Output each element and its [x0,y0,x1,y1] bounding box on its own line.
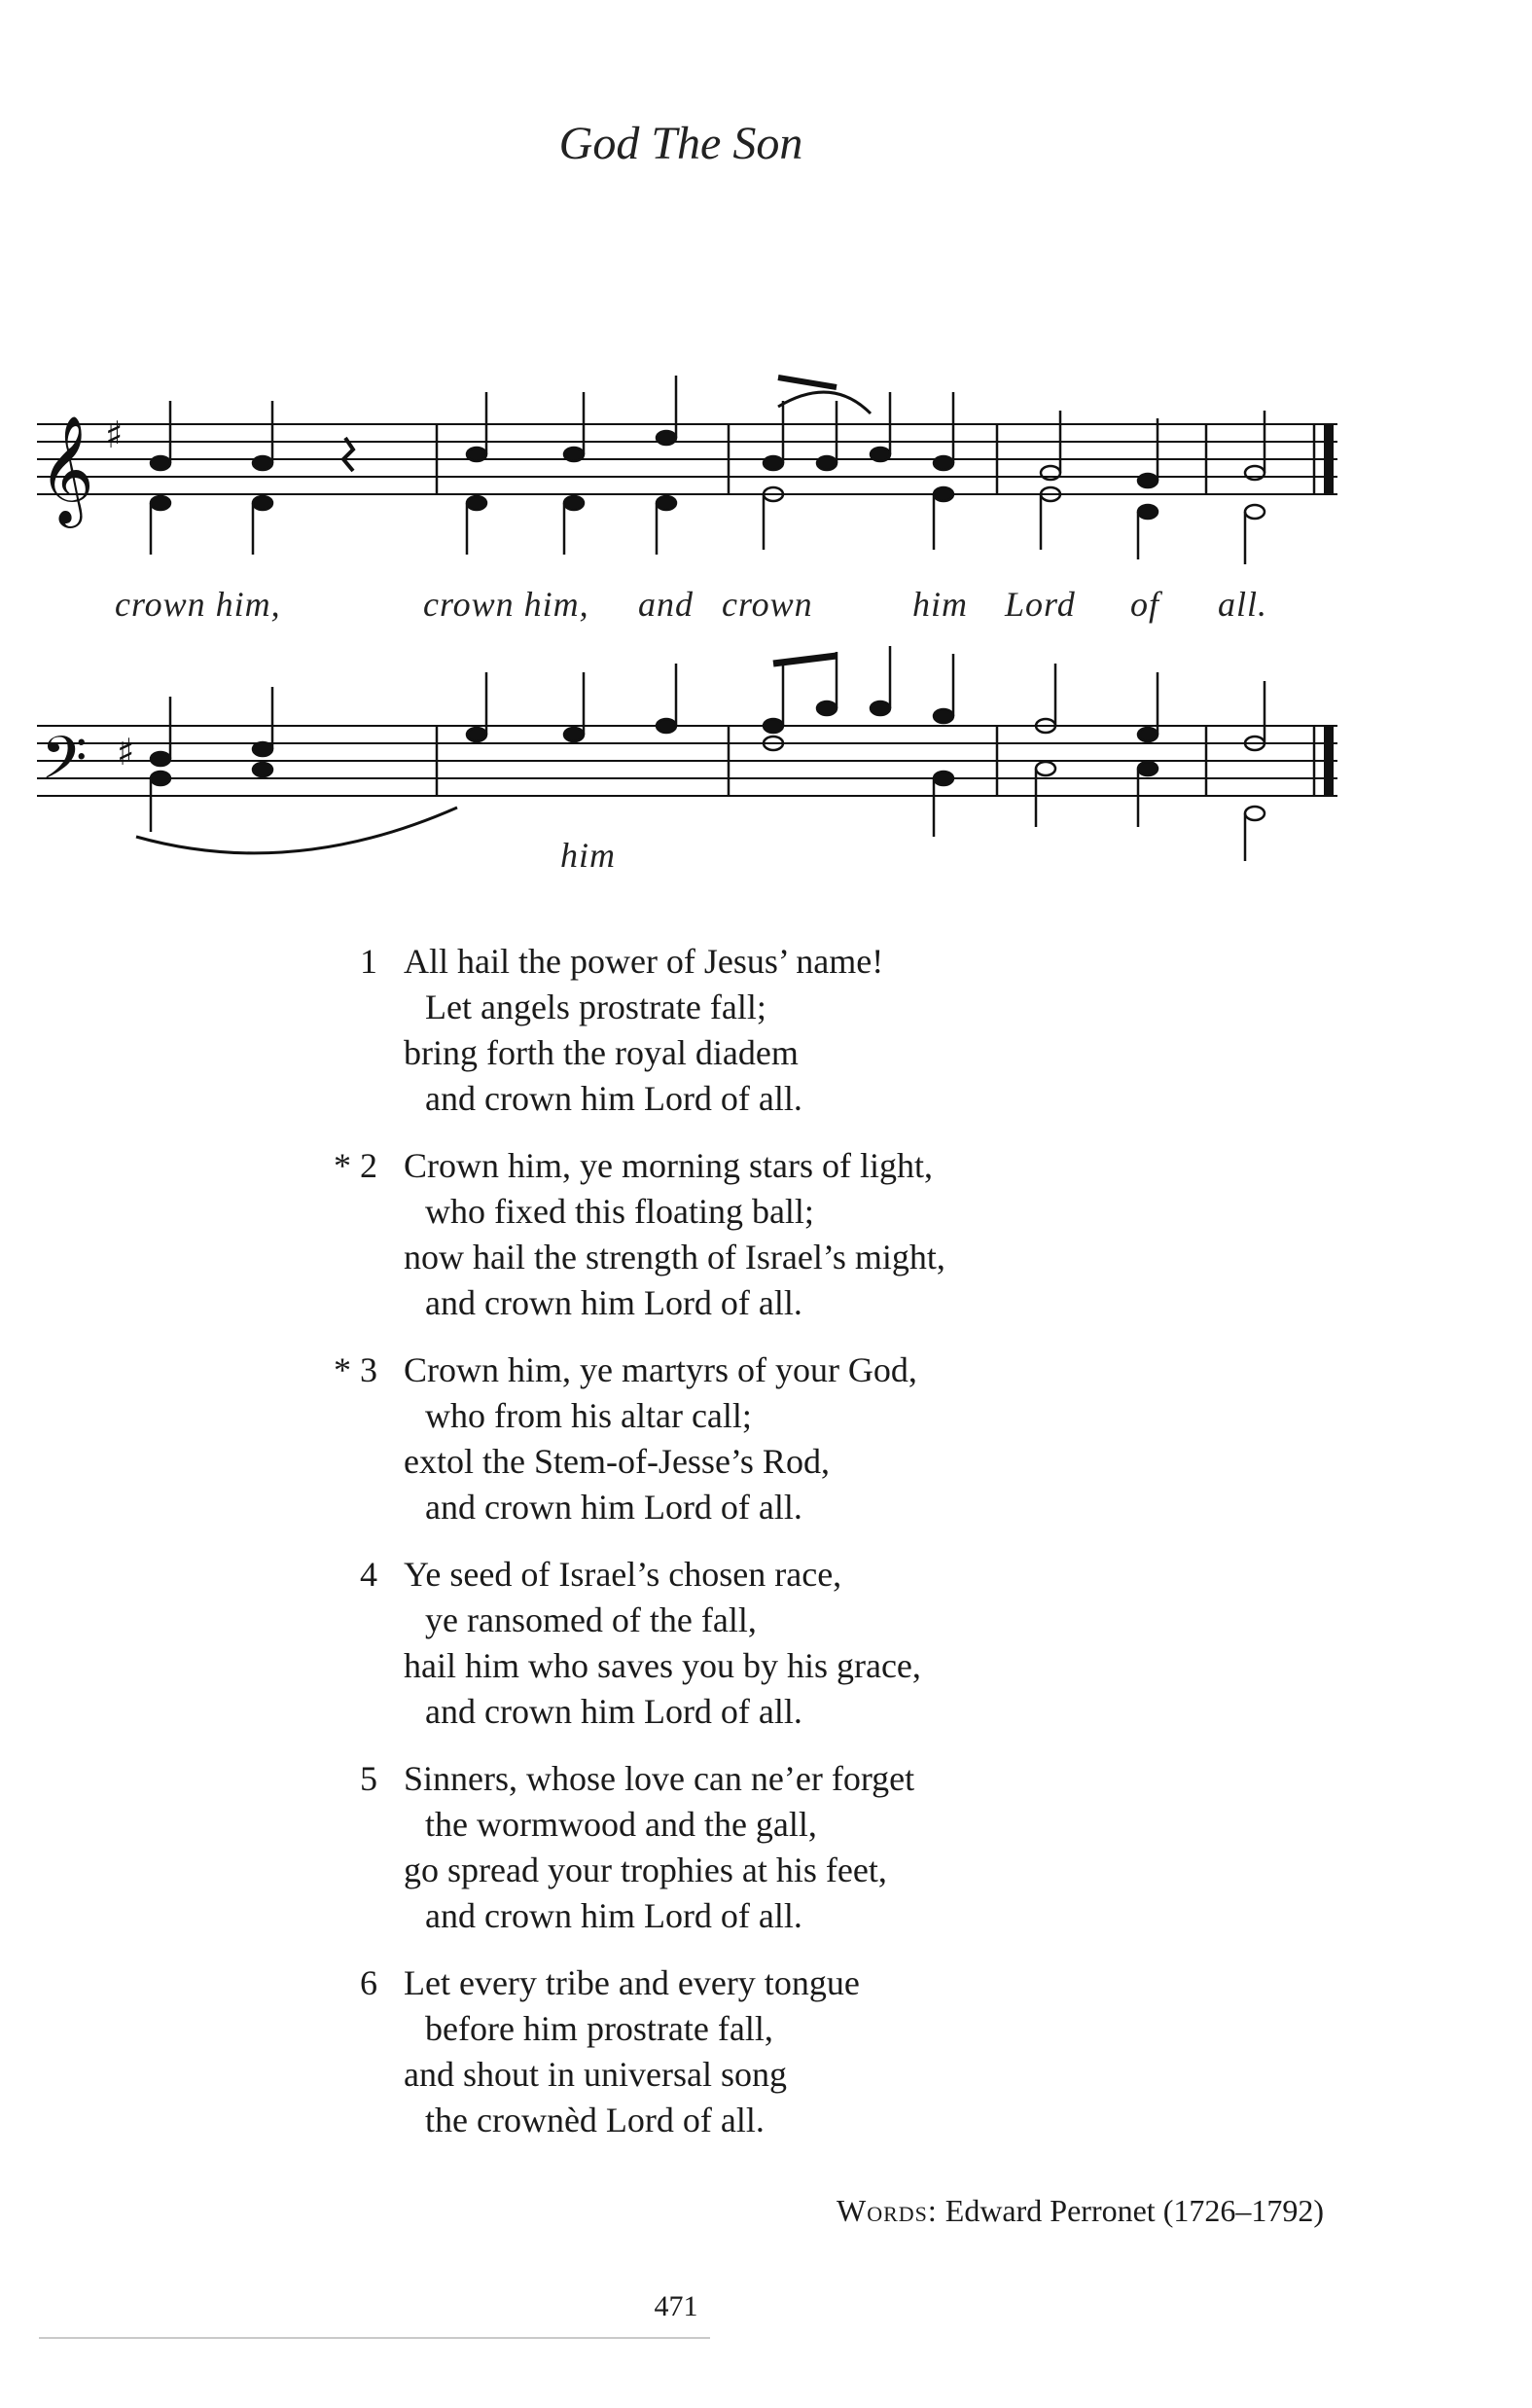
treble-upper-voice [151,376,1265,487]
lyric-of: of [1130,585,1160,624]
verse-line: before him prostrate fall, [425,2009,773,2048]
verse-3 [321,1348,1196,1530]
verse-line: Crown him, ye martyrs of your God, [404,1350,917,1389]
verse-2 [321,1143,1196,1326]
verse-line: bring forth the royal diadem [404,1033,799,1072]
final-barline [1324,424,1334,494]
verse-line: Sinners, whose love can ne’er forget [404,1759,915,1798]
credit-text: Edward Perronet (1726–1792) [944,2193,1324,2228]
bass-lower-voice [151,737,1265,861]
page-number: 471 [654,2290,698,2322]
lyric-lord: Lord [1005,585,1076,624]
bottom-rule [39,2337,710,2339]
verse-6 [321,1960,1196,2143]
verse-number: * 2 [334,1146,377,1185]
verse-4 [321,1552,1196,1735]
verse-line: and crown him Lord of all. [425,1283,802,1322]
verse-1 [321,939,1196,1122]
verse-line: Let angels prostrate fall; [425,988,766,1026]
lyric-all: all. [1218,585,1268,624]
verse-line: All hail the power of Jesus’ name! [404,942,884,981]
beam-treble [778,377,837,387]
page-title: God The Son [558,118,803,169]
verse-number: 6 [360,1963,377,2002]
verse-line: and crown him Lord of all. [425,1896,802,1935]
lyric-him: him [912,585,968,624]
bass-upper-voice [151,646,1265,766]
treble-lower-voice [151,487,1265,564]
bass-clef-icon: 𝄢 [41,724,88,808]
verse-line: the wormwood and the gall, [425,1805,817,1844]
lyric-crown: crown [722,585,813,624]
beam-bass [773,656,837,664]
music-score [0,0,1532,934]
verse-line: and shout in universal song [404,2055,787,2094]
verse-line: ye ransomed of the fall, [425,1600,757,1639]
verse-line: and crown him Lord of all. [425,1692,802,1731]
verse-line: who fixed this floating ball; [425,1192,814,1231]
verse-line: Let every tribe and every tongue [404,1963,860,2002]
verse-number: 1 [360,942,377,981]
lyric-crown-him-1: crown him, [115,585,281,624]
verse-5 [321,1756,1196,1939]
verse-line: Ye seed of Israel’s chosen race, [404,1555,842,1594]
words-credit [837,2193,1324,2229]
verse-line: hail him who saves you by his grace, [404,1646,921,1685]
verse-line: and crown him Lord of all. [425,1488,802,1527]
bass-lyric-him: him [560,836,616,875]
credit-label: Words: [836,2193,938,2228]
lyric-and: and [638,585,694,624]
verse-line: who from his altar call; [425,1396,752,1435]
slur-bass [136,808,457,853]
verse-line: and crown him Lord of all. [425,1079,802,1118]
key-sharp-bass-icon: ♯ [117,731,135,773]
lyric-crown-him-2: crown him, [423,585,589,624]
verse-line: now hail the strength of Israel’s might, [404,1238,945,1276]
final-barline-bass [1324,726,1334,796]
verse-line: go spread your trophies at his feet, [404,1851,887,1889]
verses [321,939,1196,2165]
treble-clef-icon: 𝄞 [39,414,94,523]
verse-line: the crownèd Lord of all. [425,2101,765,2139]
verse-line: Crown him, ye morning stars of light, [404,1146,933,1185]
rest-treble [343,438,353,471]
verse-line: extol the Stem-of-Jesse’s Rod, [404,1442,830,1481]
verse-number: * 3 [334,1350,377,1389]
verse-number: 5 [360,1759,377,1798]
verse-number: 4 [360,1555,377,1594]
slur-treble [778,392,871,413]
key-sharp-icon: ♯ [105,413,124,456]
